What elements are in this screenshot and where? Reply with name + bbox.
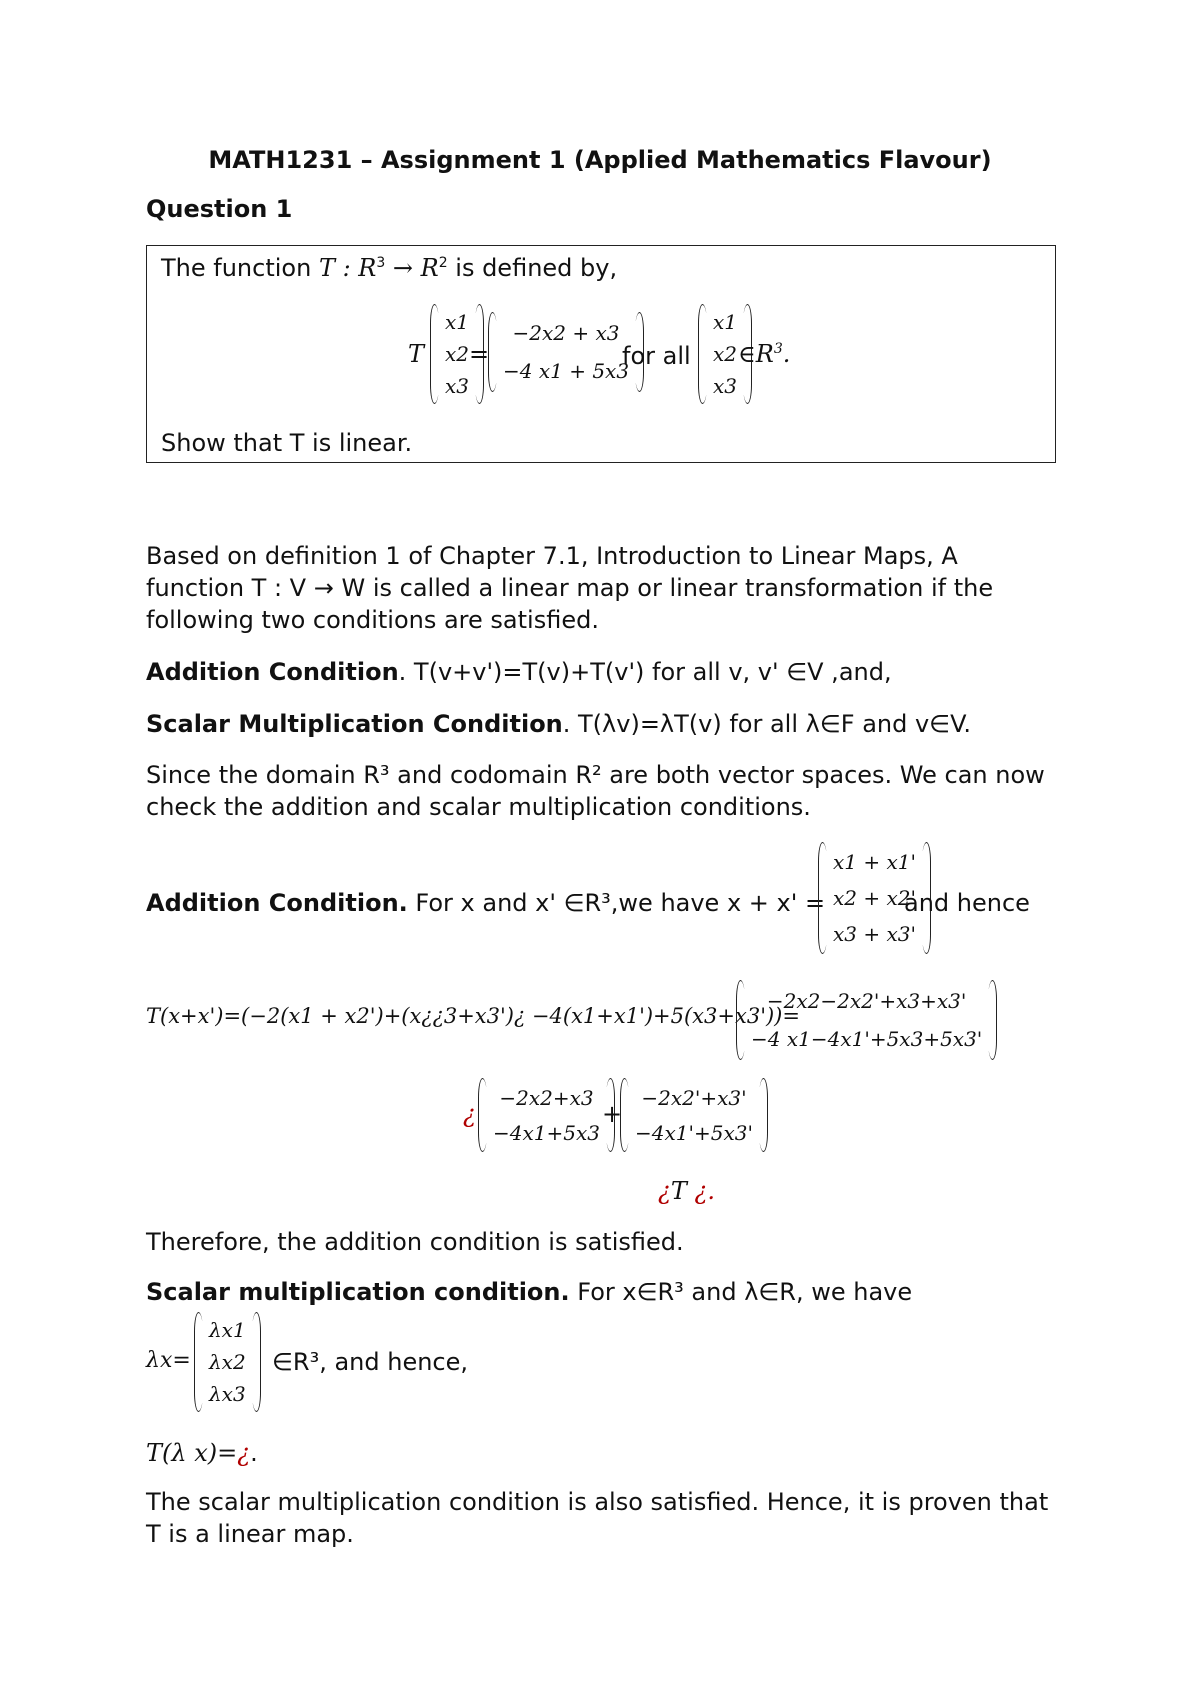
- vec-entry: x2: [445, 342, 470, 366]
- vec-entry: λx2: [209, 1350, 246, 1374]
- scalar-proof-intro: Scalar multiplication condition. For x∈R³ and λ∈R, we have: [146, 1278, 913, 1306]
- addition-proof-intro: Addition Condition. For x and x' ∈R³,we have x + x' =: [146, 889, 826, 917]
- vec-entry: x2: [713, 342, 738, 366]
- vec-entry: x1: [445, 310, 470, 334]
- t-result-line: ¿T ¿.: [658, 1177, 716, 1205]
- document-title: MATH1231 – Assignment 1 (Applied Mathematics Flavour): [208, 146, 992, 174]
- vec-entry: x2 + x2': [833, 886, 916, 910]
- vec-entry: x1 + x1': [833, 850, 916, 874]
- vec-entry: −2x2−2x2'+x3+x3': [766, 989, 967, 1013]
- since-line: check the addition and scalar multiplication conditions.: [146, 793, 811, 821]
- vec-entry: −2x2+x3: [499, 1085, 594, 1110]
- definition-line: Based on definition 1 of Chapter 7.1, Introduction to Linear Maps, A: [146, 542, 958, 570]
- vec-entry: x3: [445, 374, 470, 398]
- lambda-tail: ∈R³, and hence,: [272, 1348, 469, 1376]
- scalar-condition-def: Scalar Multiplication Condition. T(λv)=λT(v) for all λ∈F and v∈V.: [146, 710, 972, 738]
- plus-sign: +: [602, 1100, 623, 1128]
- vec-entry: −4x1+5x3: [493, 1120, 600, 1145]
- placeholder-glyph: ¿: [463, 1100, 476, 1128]
- lambda-vector: [194, 1312, 261, 1412]
- vec-entry: x1: [713, 310, 738, 334]
- vec-entry: x3 + x3': [833, 922, 916, 946]
- box-in-r3: $\in R^3$.: [738, 340, 791, 368]
- lambda-x-lhs: λx=: [146, 1348, 191, 1373]
- vec-entry: −2x2 + x3: [512, 321, 620, 345]
- conclusion-line: T is a linear map.: [146, 1520, 354, 1548]
- vec-entry: −2x2'+x3': [641, 1085, 747, 1110]
- addition-satisfied: Therefore, the addition condition is satisfied.: [146, 1228, 684, 1256]
- addition-condition-def: Addition Condition. T(v+v')=T(v)+T(v') for all v, v' ∈V ,and,: [146, 658, 892, 686]
- definition-line: function T : V → W is called a linear map or linear transformation if the: [146, 574, 994, 602]
- since-line: Since the domain R³ and codomain R² are both vector spaces. We can now: [146, 761, 1045, 789]
- t-sum-expression: T(x+x')=(−2(x1 + x2')+(x¿¿3+x3')¿ −4(x1+x1')+5(x3+x3'))=: [146, 1004, 800, 1028]
- box-T-symbol: T: [408, 340, 425, 368]
- sum-left-vector: [478, 1078, 615, 1152]
- and-hence-text: and hence: [904, 889, 1030, 917]
- definition-line: following two conditions are satisfied.: [146, 606, 599, 634]
- question-heading: Question 1: [146, 195, 293, 223]
- t-lambda-line: T(λ x)=¿.: [146, 1439, 258, 1467]
- box-image-vector: [488, 312, 644, 392]
- vec-entry: λx3: [209, 1382, 246, 1406]
- vec-entry: −4 x1 + 5x3: [503, 359, 630, 383]
- box-intro: The function T : $R^3 \to R^2$ is defined by,: [161, 254, 618, 282]
- t-sum-result-vector: [736, 980, 997, 1060]
- vec-entry: −4x1'+5x3': [635, 1120, 753, 1145]
- sum-right-vector: [620, 1078, 768, 1152]
- vec-entry: −4 x1−4x1'+5x3+5x3': [751, 1027, 983, 1051]
- box-for-all: for all: [622, 342, 691, 370]
- box-show-text: Show that T is linear.: [161, 429, 413, 457]
- vec-entry: x3: [713, 374, 738, 398]
- box-equals: =: [469, 340, 490, 368]
- vec-entry: λx1: [209, 1318, 246, 1342]
- conclusion-line: The scalar multiplication condition is also satisfied. Hence, it is proven that: [146, 1488, 1049, 1516]
